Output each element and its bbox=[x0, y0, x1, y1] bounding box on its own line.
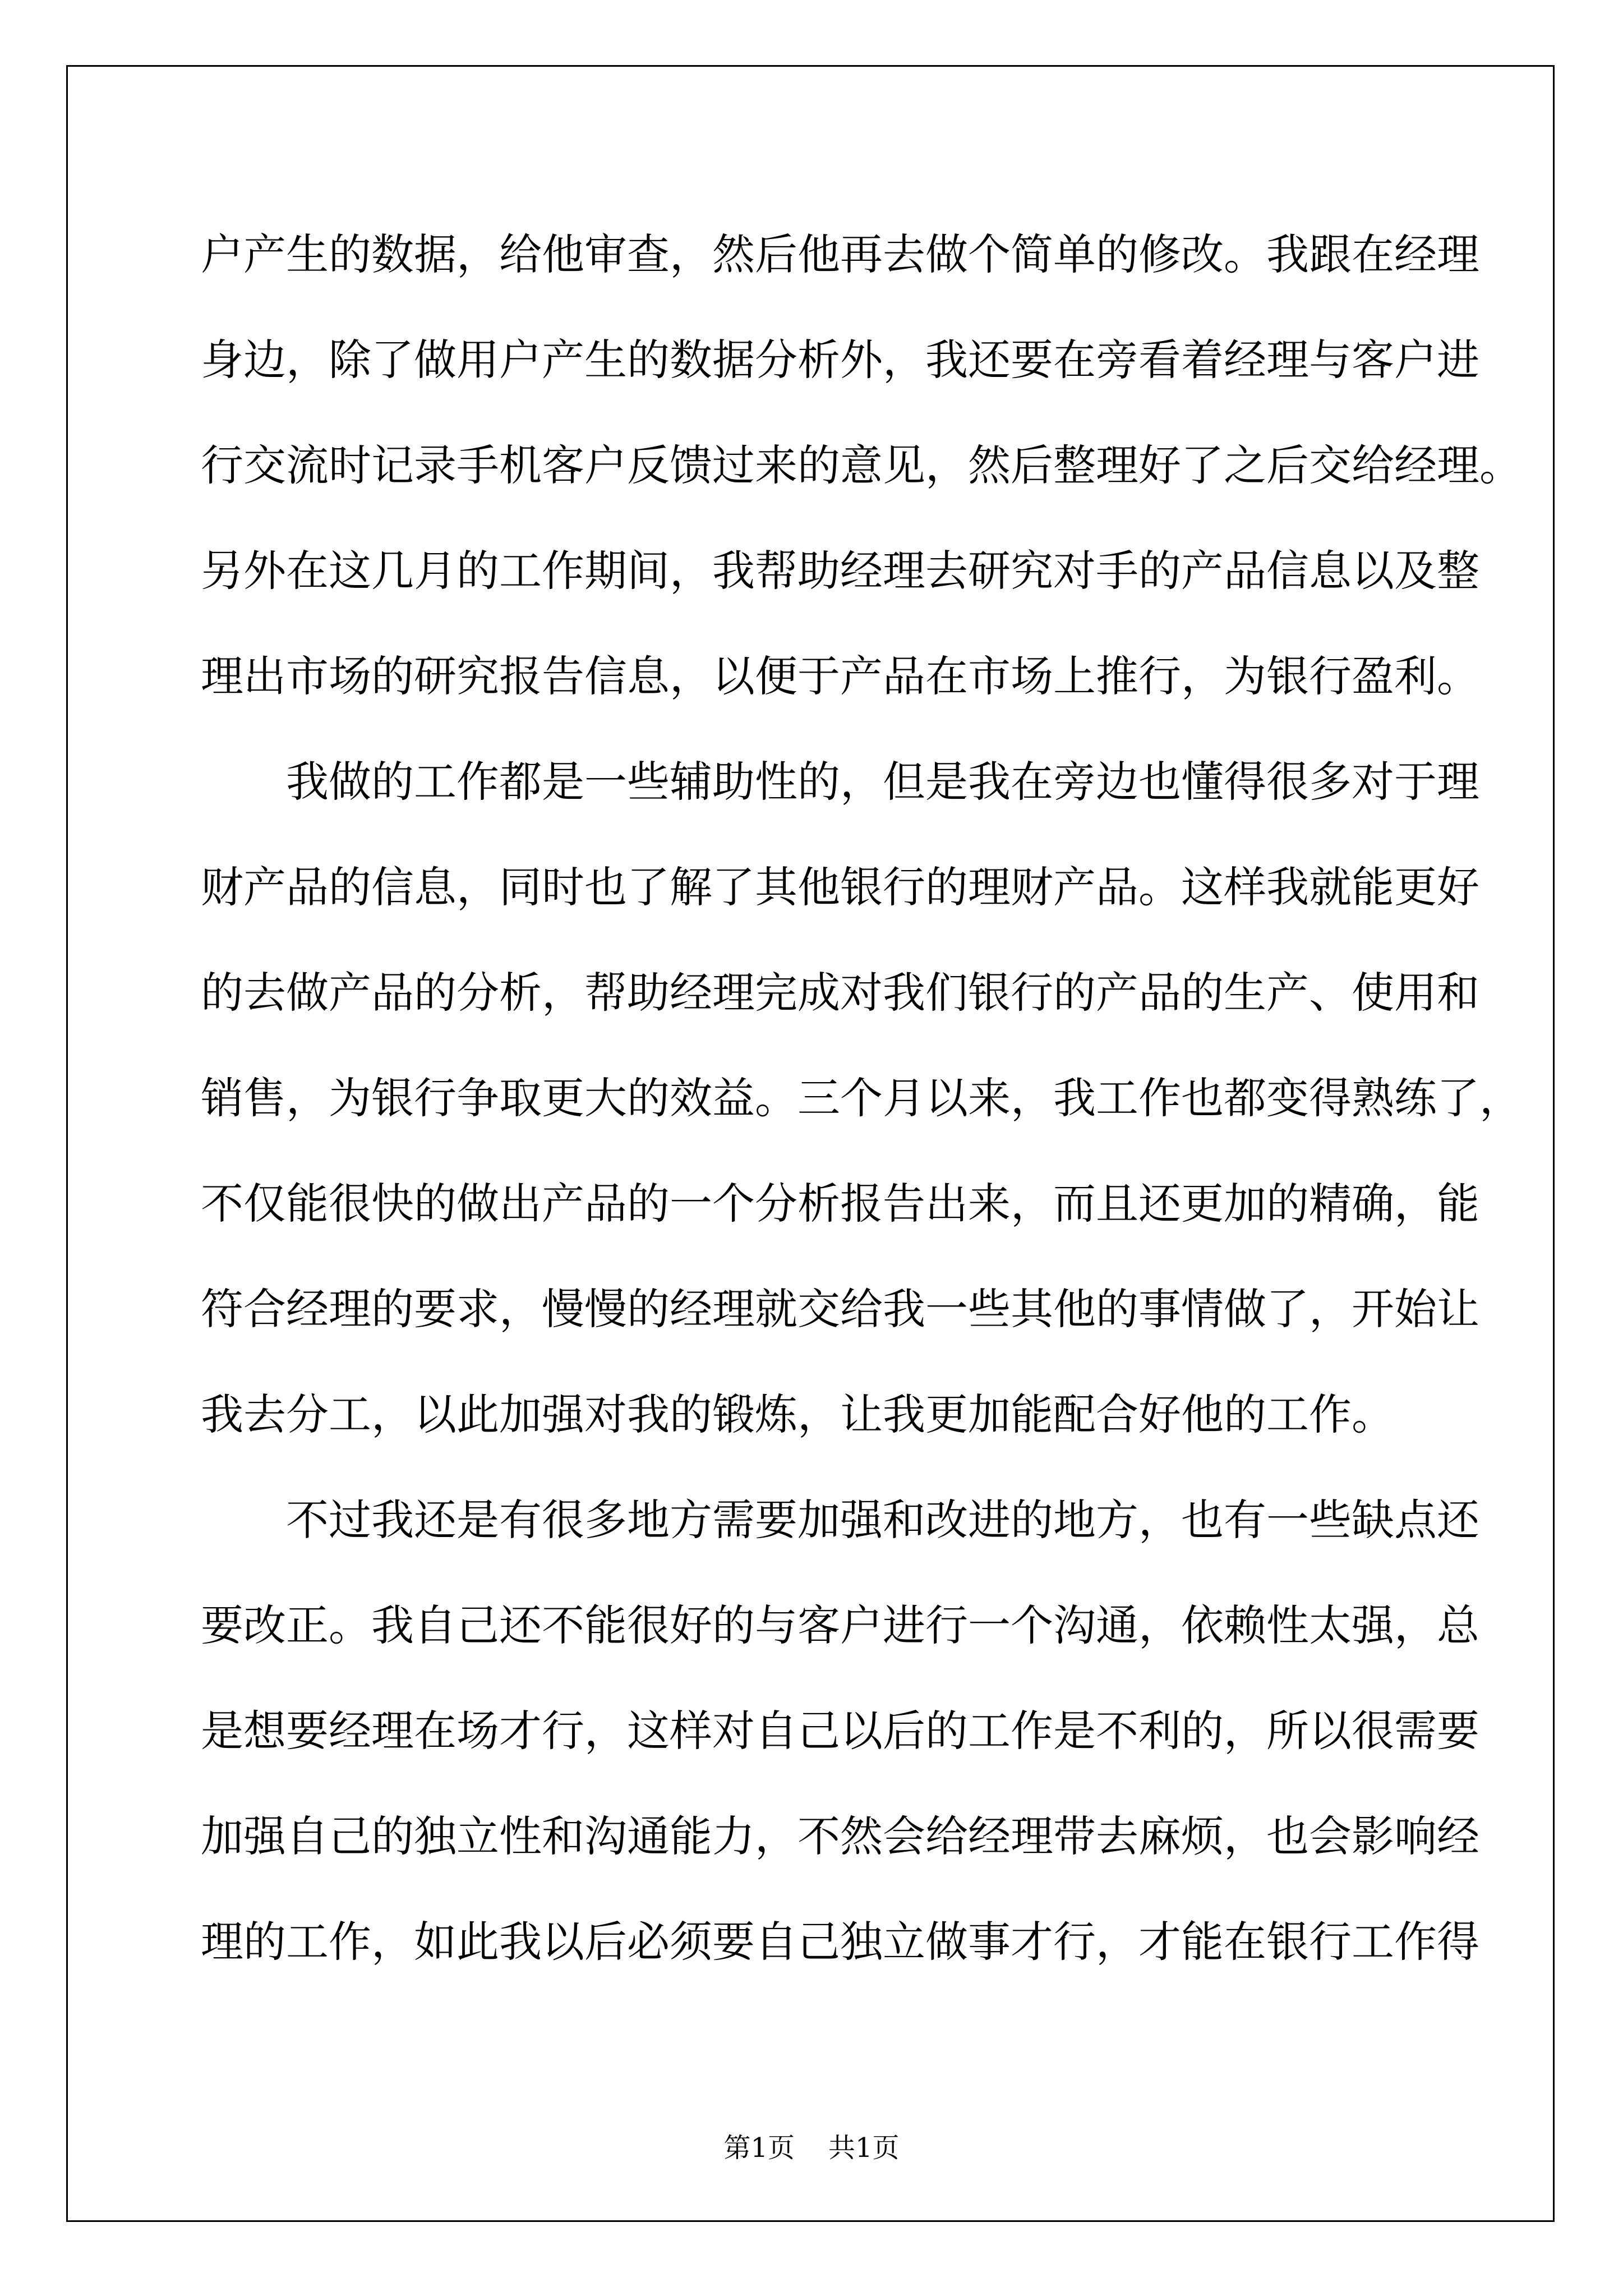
paragraph-2 bbox=[201, 729, 1522, 1467]
text-line: 我去分工，以此加强对我的锻炼，让我更加能配合好他的工作。 bbox=[201, 1389, 1394, 1439]
text-line: 另外在这几月的工作期间，我帮助经理去研究对手的产品信息以及整 bbox=[201, 546, 1479, 596]
text-line: 销售，为银行争取更大的效益。三个月以来，我工作也都变得熟练了， bbox=[201, 1073, 1522, 1123]
text-line: 理的工作，如此我以后必须要自己独立做事才行，才能在银行工作得 bbox=[201, 1917, 1479, 1967]
text-line: 我做的工作都是一些辅助性的，但是我在旁边也懂得很多对于理 bbox=[286, 757, 1479, 807]
text-line: 身边，除了做用户产生的数据分析外，我还要在旁看着经理与客户进 bbox=[201, 335, 1479, 385]
text-line: 户产生的数据，给他审查，然后他再去做个简单的修改。我跟在经理 bbox=[201, 229, 1479, 279]
page-number: 第1页 bbox=[723, 2132, 795, 2164]
text-line: 是想要经理在场才行，这样对自己以后的工作是不利的，所以很需要 bbox=[201, 1706, 1479, 1756]
document-body bbox=[201, 202, 1522, 1995]
paragraph-1 bbox=[201, 202, 1522, 729]
text-line: 财产品的信息，同时也了解了其他银行的理财产品。这样我就能更好 bbox=[201, 862, 1479, 912]
text-line: 理出市场的研究报告信息，以便于产品在市场上推行，为银行盈利。 bbox=[201, 651, 1479, 701]
text-line: 行交流时记录手机客户反馈过来的意见，然后整理好了之后交给经理。 bbox=[201, 440, 1522, 490]
text-line: 不过我还是有很多地方需要加强和改进的地方，也有一些缺点还 bbox=[286, 1495, 1479, 1545]
text-line: 符合经理的要求，慢慢的经理就交给我一些其他的事情做了，开始让 bbox=[201, 1284, 1479, 1334]
text-line: 要改正。我自己还不能很好的与客户进行一个沟通，依赖性太强，总 bbox=[201, 1600, 1479, 1650]
page-footer bbox=[0, 2126, 1623, 2165]
paragraph-3 bbox=[201, 1467, 1479, 1995]
page-total: 共1页 bbox=[828, 2132, 900, 2164]
text-line: 不仅能很快的做出产品的一个分析报告出来，而且还更加的精确，能 bbox=[201, 1179, 1479, 1228]
text-line: 的去做产品的分析，帮助经理完成对我们银行的产品的生产、使用和 bbox=[201, 968, 1479, 1018]
text-line: 加强自己的独立性和沟通能力，不然会给经理带去麻烦，也会影响经 bbox=[201, 1811, 1479, 1861]
